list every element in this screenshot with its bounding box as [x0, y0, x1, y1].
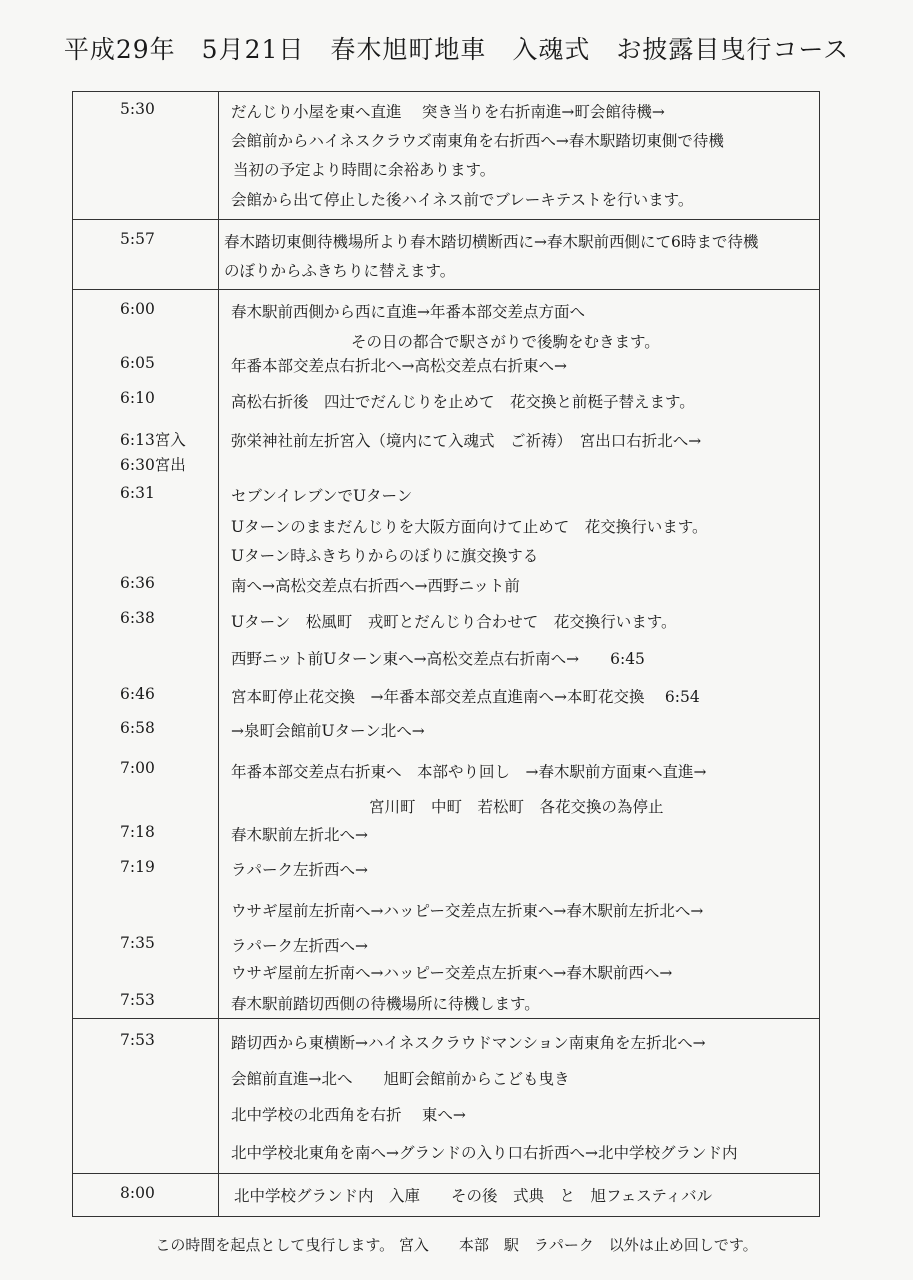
- time-cell: 7:00: [120, 759, 155, 777]
- route-line: 年番本部交差点右折北へ→高松交差点右折東へ→: [231, 357, 567, 375]
- route-line: ラパーク左折西へ→: [231, 937, 368, 955]
- time-cell: 6:38: [120, 609, 155, 627]
- route-line: 春木駅前踏切西側の待機場所に待機します。: [231, 995, 540, 1013]
- section-divider: [73, 1173, 819, 1174]
- route-line: だんじり小屋を東へ直進 突き当りを右折南進→町会館待機→: [231, 103, 665, 121]
- section-divider: [73, 1018, 819, 1019]
- route-line: 宮川町 中町 若松町 各花交換の為停止: [369, 798, 664, 816]
- route-line: ウサギ屋前左折南へ→ハッピー交差点左折東へ→春木駅前西へ→: [231, 964, 673, 982]
- column-divider: [218, 92, 219, 1216]
- time-cell: 5:30: [120, 100, 155, 118]
- route-line: のぼりからふきちりに替えます。: [224, 262, 456, 280]
- time-cell: 6:10: [120, 389, 155, 407]
- time-cell: 8:00: [120, 1184, 155, 1202]
- time-cell: 7:53: [120, 1031, 155, 1049]
- route-line: 宮本町停止花交換 →年番本部交差点直進南へ→本町花交換 6:54: [231, 688, 700, 706]
- route-line: 北中学校北東角を南へ→グランドの入り口右折西へ→北中学校グランド内: [231, 1144, 738, 1162]
- route-line: 高松右折後 四辻でだんじりを止めて 花交換と前梃子替えます。: [231, 393, 695, 411]
- route-line: 当初の予定より時間に余裕あります。: [233, 161, 496, 179]
- schedule-table: [72, 91, 820, 1217]
- section-divider: [73, 289, 819, 290]
- route-line: 会館から出て停止した後ハイネス前でブレーキテストを行います。: [231, 191, 694, 209]
- route-line: ウサギ屋前左折南へ→ハッピー交差点左折東へ→春木駅前左折北へ→: [231, 902, 704, 920]
- route-line: 会館前からハイネスクラウズ南東角を右折西へ→春木駅踏切東側で待機: [231, 132, 724, 150]
- route-line: その日の都合で駅さがりで後駒をむきます。: [351, 333, 660, 351]
- route-line: Uターン時ふきちりからのぼりに旗交換する: [231, 547, 539, 565]
- route-line: ラパーク左折西へ→: [231, 861, 368, 879]
- time-cell: 6:36: [120, 574, 155, 592]
- route-line: 年番本部交差点右折東へ 本部やり回し →春木駅前方面東へ直進→: [231, 763, 707, 781]
- time-cell: 6:31: [120, 484, 155, 502]
- time-cell: 7:19: [120, 858, 155, 876]
- route-line: →泉町会館前Uターン北へ→: [231, 722, 425, 740]
- time-cell: 7:53: [120, 991, 155, 1009]
- page-title: 平成29年 5月21日 春木旭町地車 入魂式 お披露目曳行コース: [63, 35, 850, 64]
- time-cell: 6:05: [120, 354, 155, 372]
- route-line: 春木駅前西側から西に直進→年番本部交差点方面へ: [231, 303, 585, 321]
- route-line: Uターン 松風町 戎町とだんじり合わせて 花交換行います。: [231, 613, 677, 631]
- footer-note: この時間を起点として曳行します。 宮入 本部 駅 ラパーク 以外は止め回しです。: [155, 1236, 758, 1254]
- time-cell: 6:13宮入: [120, 431, 186, 449]
- route-line: 弥栄神社前左折宮入（境内にて入魂式 ご祈祷） 宮出口右折北へ→: [231, 432, 702, 450]
- route-line: 春木踏切東側待機場所より春木踏切横断西に→春木駅前西側にて6時まで待機: [224, 233, 759, 251]
- route-line: 南へ→高松交差点右折西へ→西野ニット前: [231, 577, 520, 595]
- route-line: 会館前直進→北へ 旭町会館前からこども曳き: [231, 1070, 570, 1088]
- time-cell: 6:30宮出: [120, 456, 186, 474]
- time-cell: 7:18: [120, 823, 155, 841]
- time-cell: 6:00: [120, 300, 155, 318]
- route-line: セブンイレブンでUターン: [231, 487, 413, 505]
- route-line: Uターンのままだんじりを大阪方面向けて止めて 花交換行います。: [231, 518, 708, 536]
- time-cell: 6:46: [120, 685, 155, 703]
- time-cell: 6:58: [120, 719, 155, 737]
- section-divider: [73, 219, 819, 220]
- route-line: 北中学校の北西角を右折 東へ→: [231, 1106, 466, 1124]
- time-cell: 7:35: [120, 934, 155, 952]
- time-cell: 5:57: [120, 230, 155, 248]
- route-line: 踏切西から東横断→ハイネスクラウドマンション南東角を左折北へ→: [231, 1034, 706, 1052]
- route-line: 春木駅前左折北へ→: [231, 826, 368, 844]
- route-line: 西野ニット前Uターン東へ→高松交差点右折南へ→ 6:45: [231, 650, 645, 668]
- route-line: 北中学校グランド内 入庫 その後 式典 と 旭フェスティバル: [234, 1187, 713, 1205]
